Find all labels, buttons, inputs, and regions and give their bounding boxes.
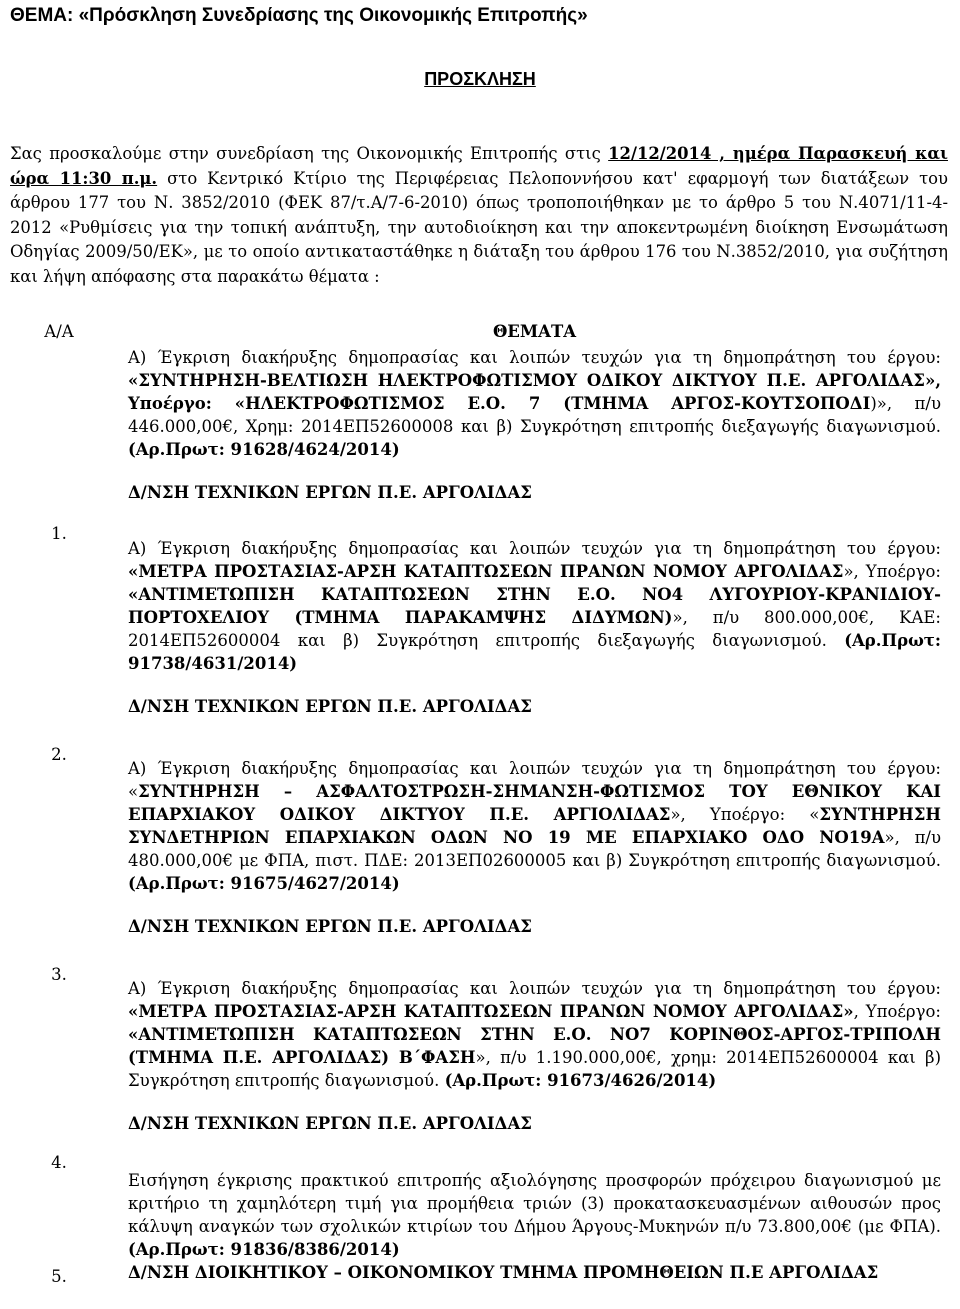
agenda-topic-cell <box>118 977 953 1169</box>
agenda-topic-text: Α) Έγκριση διακήρυξης δημοπρασίας και λοιπών τευχών για τη δημοπράτηση του έργου: «ΜΕΤΡΑ ΠΡΟΣΤΑΣΙΑΣ-ΑΡΣΗ ΚΑΤΑΠΤΩΣΕΩΝ ΠΡΑΝΩΝ ΝΟΜΟΥ ΑΡΓΟΛΙΔΑΣ», Υποέργο: «ΑΝΤΙΜΕΤΩΠΙΣΗ ΚΑΤΑΠΤΩΣΕΩΝ ΣΤΗΝ Ε.Ο. ΝΟ4 ΛΥΓΟΥΡΙΟΥ-ΚΡΑΝΙΔΙΟΥ-ΠΟΡΤΟΧΕΛΙΟΥ (ΤΜΗΜΑ ΠΑΡΑΚΑΜΨΗΣ ΔΙΔΥΜΩΝ)», π/υ 800.000,00€, ΚΑΕ: 2014ΕΠ52600004 και β) Συγκρότηση επιτροπής διεξαγωγής διαγωνισμού. (Αρ.Πρωτ: 91738/4631/2014) <box>128 539 941 673</box>
agenda-row <box>0 1169 953 1287</box>
agenda-table-header <box>0 318 953 346</box>
agenda-number-cell <box>0 346 118 543</box>
agenda-number-cell <box>0 537 118 764</box>
invitation-heading: ΠΡΟΣΚΛΗΣΗ <box>424 69 536 89</box>
invitation-intro <box>10 142 948 289</box>
agenda-table <box>0 318 953 1287</box>
agenda-department: Δ/ΝΣΗ ΔΙΟΙΚΗΤΙΚΟΥ – ΟΙΚΟΝΟΜΙΚΟΥ ΤΜΗΜΑ ΠΡΟΜΗΘΕΙΩΝ Π.Ε ΑΡΓΟΛΙΔΑΣ <box>128 1263 879 1282</box>
col-header-topics: ΘΕΜΑΤΑ <box>492 322 577 341</box>
agenda-topic-text: Α) Έγκριση διακήρυξης δημοπρασίας και λοιπών τευχών για τη δημοπράτηση του έργου: «ΣΥΝΤΗΡΗΣΗ-ΒΕΛΤΙΩΣΗ ΗΛΕΚΤΡΟΦΩΤΙΣΜΟΥ ΟΔΙΚΟΥ ΔΙΚΤΥΟΥ Π.Ε. ΑΡΓΟΛΙΔΑΣ», Υποέργο: «ΗΛΕΚΤΡΟΦΩΤΙΣΜΟΣ Ε.Ο. 7 (ΤΜΗΜΑ ΑΡΓΟΣ-ΚΟΥΤΣΟΠΟΔΙ)», π/υ 446.000,00€, Χρημ: 2014ΕΠ52600008 και β) Συγκρότηση επιτροπής διεξαγωγής διαγωνισμού. (Αρ.Πρωτ: 91628/4624/2014) <box>128 348 941 459</box>
agenda-department: Δ/ΝΣΗ ΤΕΧΝΙΚΩΝ ΕΡΓΩΝ Π.Ε. ΑΡΓΟΛΙΔΑΣ <box>128 697 532 716</box>
agenda-topic-text: Εισήγηση έγκρισης πρακτικού επιτροπής αξιολόγησης προσφορών πρόχειρου διαγωνισμού με κριτήριο τη χαμηλότερη τιμή για προμήθεια τριών (3) προκατασκευασμένων αιθουσών προς κάλυψη αναγκών των σχολικών κτιρίων του Δήμου Άργους-Μυκηνών π/υ 73.800,00€ (με ΦΠΑ). (Αρ.Πρωτ: 91836/8386/2014) <box>128 1171 941 1259</box>
agenda-row <box>0 977 953 1169</box>
agenda-number: 5. <box>51 1267 67 1286</box>
agenda-department: Δ/ΝΣΗ ΤΕΧΝΙΚΩΝ ΕΡΓΩΝ Π.Ε. ΑΡΓΟΛΙΔΑΣ <box>128 483 532 502</box>
agenda-row <box>0 757 953 977</box>
document-subject: ΘΕΜΑ: «Πρόσκληση Συνεδρίασης της Οικονομικής Επιτροπής» <box>10 5 588 26</box>
agenda-topic-cell <box>118 1169 953 1287</box>
meeting-date-time: 12/12/2014 , ημέρα Παρασκευή και ώρα 11:30 π.μ. <box>10 144 948 188</box>
agenda-number: 2. <box>51 745 67 764</box>
agenda-department: Δ/ΝΣΗ ΤΕΧΝΙΚΩΝ ΕΡΓΩΝ Π.Ε. ΑΡΓΟΛΙΔΑΣ <box>128 917 532 936</box>
agenda-topic-text: Α) Έγκριση διακήρυξης δημοπρασίας και λοιπών τευχών για τη δημοπράτηση του έργου: «ΜΕΤΡΑ ΠΡΟΣΤΑΣΙΑΣ-ΑΡΣΗ ΚΑΤΑΠΤΩΣΕΩΝ ΠΡΑΝΩΝ ΝΟΜΟΥ ΑΡΓΟΛΙΔΑΣ», Υποέργο: «ΑΝΤΙΜΕΤΩΠΙΣΗ ΚΑΤΑΠΤΩΣΕΩΝ ΣΤΗΝ Ε.Ο. ΝΟ7 ΚΟΡΙΝΘΟΣ-ΑΡΓΟΣ-ΤΡΙΠΟΛΗ (ΤΜΗΜΑ Π.Ε. ΑΡΓΟΛΙΔΑΣ) Β΄ΦΑΣΗ», π/υ 1.190.000,00€, χρημ: 2014ΕΠ52600004 και β) Συγκρότηση επιτροπής διαγωνισμού. (Αρ.Πρωτ: 91673/4626/2014) <box>128 979 942 1090</box>
agenda-row <box>0 346 953 537</box>
agenda-topic-cell <box>118 346 953 537</box>
agenda-topic-cell <box>118 537 953 757</box>
intro-text-2: στο Κεντρικό Κτίριο της Περιφέρειας Πελοποννήσου κατ' εφαρμογή των διατάξεων του άρθρου 177 του Ν. 3852/2010 (ΦΕΚ 87/τ.Α/7-6-2010) όπως τροποποιήθηκαν με το άρθρο 5 του Ν.4071/11-4-2012 «Ρυθμίσεις για την τοπική ανάπτυξη, την αυτοδιοίκηση και την αποκεντρωμένη διοίκηση Ενσωμάτωση Οδηγίας 2009/50/ΕΚ», με το οποίο αντικαταστάθηκε η διάταξη του άρθρου 176 του Ν.3852/2010, για συζήτηση και λήψη απόφασης στα παρακάτω θέματα : <box>10 168 948 286</box>
agenda-topic-cell <box>118 757 953 977</box>
agenda-number-cell <box>0 757 118 984</box>
agenda-department: Δ/ΝΣΗ ΤΕΧΝΙΚΩΝ ΕΡΓΩΝ Π.Ε. ΑΡΓΟΛΙΔΑΣ <box>128 1114 532 1133</box>
intro-text-1: Σας προσκαλούμε στην συνεδρίαση της Οικονομικής Επιτροπής στις <box>10 144 609 163</box>
agenda-number: 1. <box>51 524 67 543</box>
agenda-number: 4. <box>51 1153 67 1172</box>
agenda-number-cell <box>0 1169 118 1287</box>
agenda-topic-text: Α) Έγκριση διακήρυξης δημοπρασίας και λοιπών τευχών για τη δημοπράτηση του έργου: «ΣΥΝΤΗΡΗΣΗ – ΑΣΦΑΛΤΟΣΤΡΩΣΗ-ΣΗΜΑΝΣΗ-ΦΩΤΙΣΜΟΣ ΤΟΥ ΕΘΝΙΚΟΥ ΚΑΙ ΕΠΑΡΧΙΑΚΟΥ ΟΔΙΚΟΥ ΔΙΚΤΥΟΥ Π.Ε. ΑΡΓΙΟΛΙΔΑΣ», Υποέργο: «ΣΥΝΤΗΡΗΣΗ ΣΥΝΔΕΤΗΡΙΩΝ ΕΠΑΡΧΙΑΚΩΝ ΟΔΩΝ ΝΟ 19 ΜΕ ΕΠΑΡΧΙΑΚΟ ΟΔΟ ΝΟ19Α», π/υ 480.000,00€ με ΦΠΑ, πιστ. ΠΔΕ: 2013ΕΠ02600005 και β) Συγκρότηση επιτροπής διαγωνισμού. (Αρ.Πρωτ: 91675/4627/2014) <box>128 759 941 893</box>
agenda-number-cell <box>0 977 118 1172</box>
agenda-number: 3. <box>51 965 67 984</box>
agenda-row <box>0 537 953 757</box>
col-header-number: Α/Α <box>44 322 74 341</box>
